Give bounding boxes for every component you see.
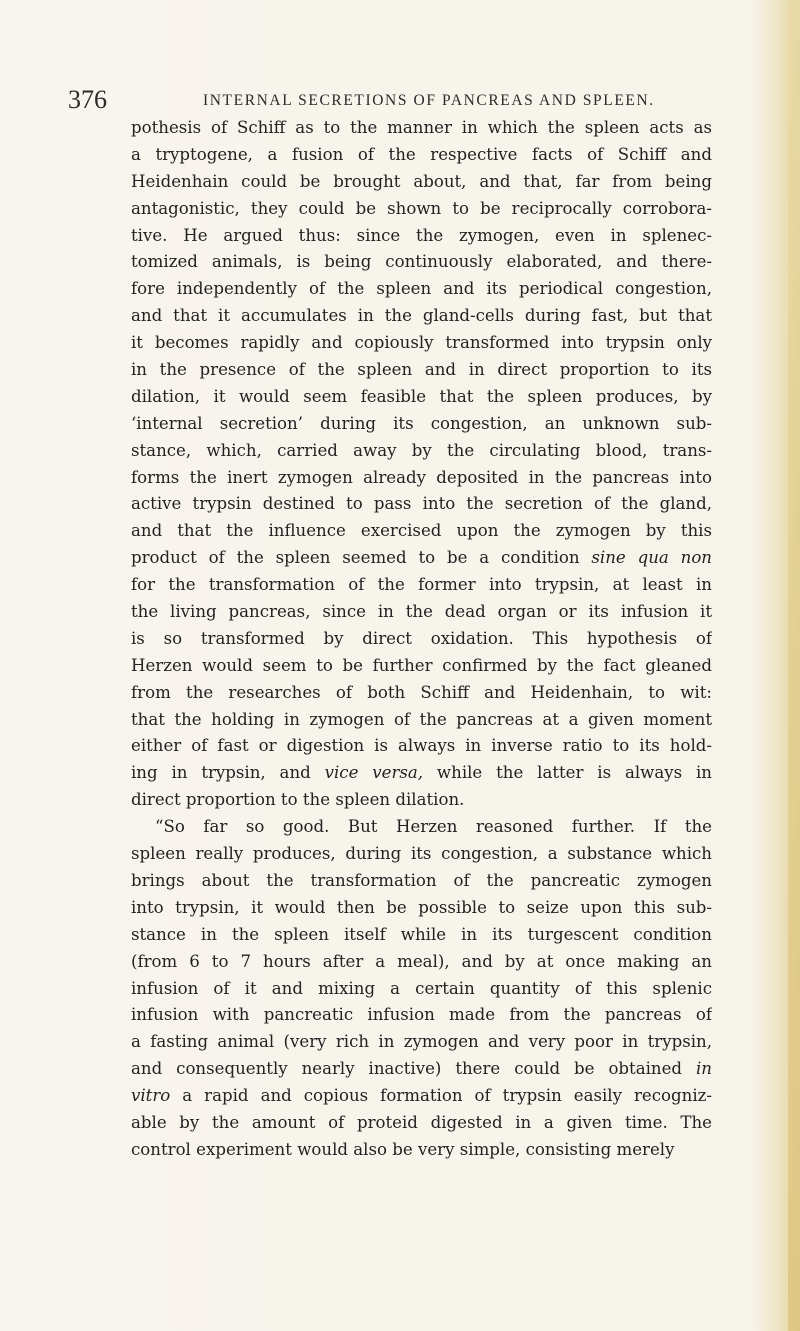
text-line: (from 6 to 7 hours after a meal), and by at once making an [131,951,712,971]
text-line: active trypsin destined to pass into the secretion of the gland, [131,494,712,514]
text-line: the living pancreas, since in the dead organ or its infusion it [131,602,712,622]
italic-phrase: vice versa, [324,763,424,783]
text-line: control experiment would also be very simple, consisting merely [131,1139,675,1159]
text-line: tive. He argued thus: since the zymogen, even in splenec- [131,225,712,245]
text-line: antagonistic, they could be shown to be reciprocally corrobora- [131,198,712,218]
text-line: a tryptogene, a fusion of the respective facts of Schiff and [131,144,712,164]
text-line: a fasting animal (very rich in zymogen and very poor in trypsin, [131,1032,712,1052]
text-line: stance, which, carried away by the circulating blood, trans- [131,440,712,460]
text-line: brings about the transformation of the pancreatic zymogen [131,870,712,890]
text-line: pothesis of Schiff as to the manner in which the spleen acts as [131,118,712,137]
text-line: either of fast or digestion is always in inverse ratio to its hold- [131,736,712,756]
text-line: infusion with pancreatic infusion made from the pancreas of [131,1005,712,1025]
text-line: direct proportion to the spleen dilation. [131,790,465,810]
text-line: dilation, it would seem feasible that the spleen produces, by [131,386,712,406]
text-line: it becomes rapidly and copiously transformed into trypsin only [131,333,712,353]
page-header [68,80,728,120]
text-line: able by the amount of proteid digested in a given time. The [131,1112,712,1132]
text-line: is so transformed by direct oxidation. This hypothesis of [131,628,712,648]
text-line: stance in the spleen itself while in its turgescent condition [131,924,712,944]
text-line: “So far so good. But Herzen reasoned further. If the [155,817,712,837]
text-line: vitro a rapid and copious formation of trypsin easily recogniz- [131,1086,712,1106]
text-line: tomized animals, is being continuously elaborated, and there- [131,252,712,272]
text-line: Heidenhain could be brought about, and that, far from being [131,171,712,191]
italic-phrase: sine qua non [591,548,712,568]
text-line: ‘internal secretion’ during its congestion, an unknown sub- [131,413,712,433]
text-line: ing in trypsin, and vice versa, while the latter is always in [131,763,712,783]
text-line: infusion of it and mixing a certain quantity of this splenic [131,978,712,998]
text-line: in the presence of the spleen and in direct proportion to its [131,360,712,380]
italic-phrase: in [696,1059,712,1079]
text-line: from the researches of both Schiff and Heidenhain, to wit: [131,682,712,702]
text-line: and that the influence exercised upon the zymogen by this [131,521,712,541]
text-line: into trypsin, it would then be possible to seize upon this sub- [131,897,712,917]
page-edge-stain [788,0,800,1331]
text-line: Herzen would seem to be further confirmed by the fact gleaned [131,655,712,675]
text-line: and that it accumulates in the gland-cells during fast, but that [131,306,712,326]
text-line: fore independently of the spleen and its periodical congestion, [131,279,712,299]
text-line: product of the spleen seemed to be a condition sine qua non [131,548,712,568]
text-line: and consequently nearly inactive) there could be obtained in [131,1059,712,1079]
italic-phrase: vitro [131,1086,171,1106]
body-text [131,115,712,1164]
page-number: 376 [68,85,107,114]
text-line: spleen really produces, during its congestion, a substance which [131,844,712,864]
text-line: forms the inert zymogen already deposited in the pancreas into [131,467,712,487]
text-line: that the holding in zymogen of the pancreas at a given moment [131,709,712,729]
running-head: INTERNAL SECRETIONS OF PANCREAS AND SPLEEN. [203,92,655,109]
text-line: for the transformation of the former into trypsin, at least in [131,575,712,595]
